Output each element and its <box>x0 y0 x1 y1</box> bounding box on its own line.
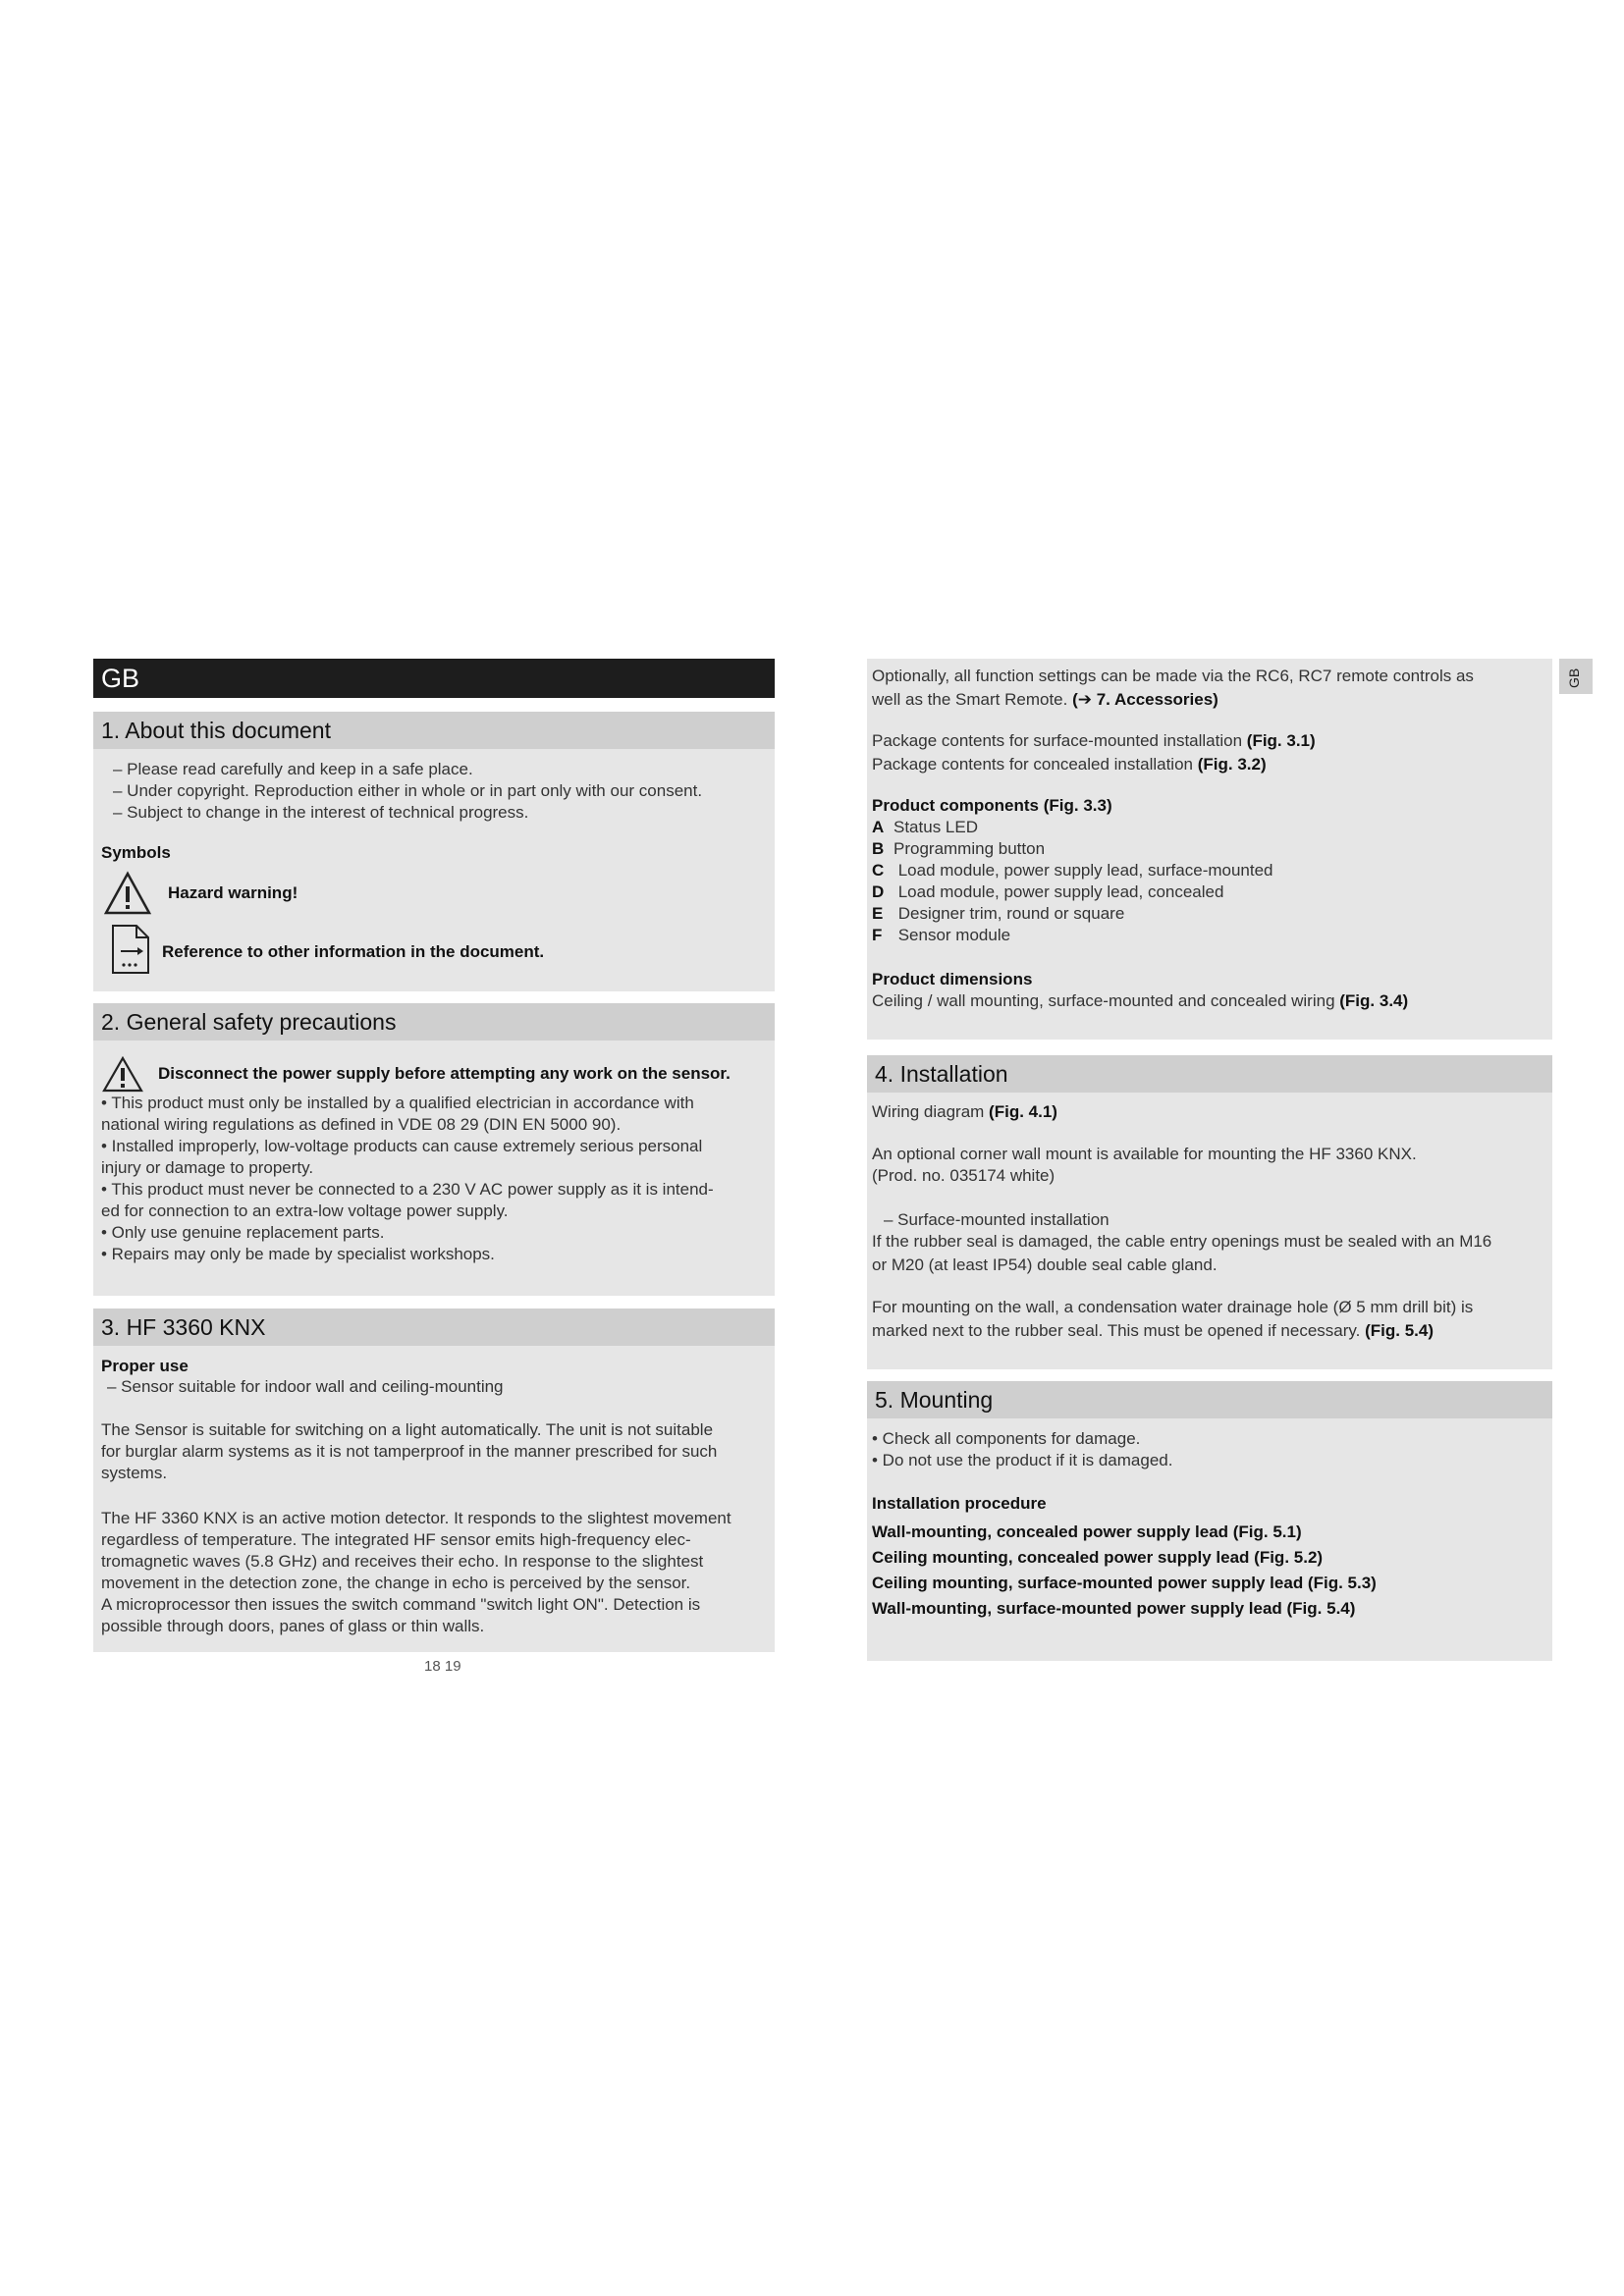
list-item: • Check all components for damage. <box>872 1429 1141 1448</box>
list-item: – Under copyright. Reproduction either in whole or in part only with our consent. <box>113 781 703 800</box>
list-item: F Sensor module <box>872 926 1011 944</box>
accessories-reference: (➔ 7. Accessories) <box>1072 690 1218 709</box>
paragraph-line: (Prod. no. 035174 white) <box>872 1166 1056 1185</box>
procedure-item: Ceiling mounting, surface-mounted power supply lead (Fig. 5.3) <box>872 1574 1377 1592</box>
paragraph-line: For mounting on the wall, a condensation water drainage hole (Ø 5 mm drill bit) is <box>872 1298 1474 1316</box>
list-item: – Surface-mounted installation <box>884 1210 1110 1229</box>
paragraph-line: A microprocessor then issues the switch command "switch light ON". Detection is <box>101 1595 701 1614</box>
hazard-warning-label: Hazard warning! <box>168 883 298 902</box>
paragraph-line: movement in the detection zone, the change in echo is perceived by the sensor. <box>101 1574 691 1592</box>
section-safety-header <box>93 1003 775 1041</box>
dimensions-heading: Product dimensions <box>872 970 1033 988</box>
section-about-header <box>93 712 775 749</box>
section-about-title: 1. About this document <box>101 718 331 743</box>
product-info-panel <box>867 659 1552 1040</box>
section-mounting-header <box>867 1381 1552 1418</box>
list-item: C Load module, power supply lead, surface-mounted <box>872 861 1273 880</box>
section-product-header <box>93 1308 775 1346</box>
language-side-tab <box>1559 659 1593 694</box>
remote-line-1: Optionally, all function settings can be made via the RC6, RC7 remote controls as <box>872 667 1474 685</box>
section-installation-header <box>867 1055 1552 1093</box>
wiring-diagram-line: Wiring diagram (Fig. 4.1) <box>872 1102 1057 1121</box>
paragraph-line: for burglar alarm systems as it is not tamperproof in the manner prescribed for such <box>101 1442 718 1461</box>
list-item: • Repairs may only be made by specialist workshops. <box>101 1245 495 1263</box>
list-item: national wiring regulations as defined in VDE 08 29 (DIN EN 5000 90). <box>101 1115 622 1134</box>
list-item: E Designer trim, round or square <box>872 904 1125 923</box>
package-surface: Package contents for surface-mounted installation (Fig. 3.1) <box>872 731 1316 750</box>
list-item: – Please read carefully and keep in a safe place. <box>113 760 473 778</box>
list-item: • This product must never be connected to a 230 V AC power supply as it is intend- <box>101 1180 714 1199</box>
section-about-panel <box>93 712 775 991</box>
language-label: GB <box>101 664 140 693</box>
list-item: • Installed improperly, low-voltage products can cause extremely serious personal <box>101 1137 703 1155</box>
list-item: D Load module, power supply lead, concealed <box>872 882 1224 901</box>
section-mounting-panel <box>867 1381 1552 1661</box>
paragraph-line: If the rubber seal is damaged, the cable entry openings must be sealed with an M16 <box>872 1232 1492 1251</box>
section-safety-title: 2. General safety precautions <box>101 1009 397 1035</box>
paragraph-line: The Sensor is suitable for switching on a light automatically. The unit is not suitable <box>101 1420 714 1439</box>
list-item: – Subject to change in the interest of technical progress. <box>113 803 529 822</box>
paragraph-line: systems. <box>101 1464 168 1482</box>
paragraph-line: The HF 3360 KNX is an active motion detector. It responds to the slightest movement <box>101 1509 731 1527</box>
list-item: B Programming button <box>872 839 1046 858</box>
procedure-item: Wall-mounting, surface-mounted power supply lead (Fig. 5.4) <box>872 1599 1356 1618</box>
section-product-panel <box>93 1308 775 1652</box>
paragraph-line: An optional corner wall mount is available for mounting the HF 3360 KNX. <box>872 1145 1417 1163</box>
dimensions-text: Ceiling / wall mounting, surface-mounted and concealed wiring (Fig. 3.4) <box>872 991 1409 1010</box>
paragraph-line: regardless of temperature. The integrated HF sensor emits high-frequency elec- <box>101 1530 691 1549</box>
procedure-item: Ceiling mounting, concealed power supply lead (Fig. 5.2) <box>872 1548 1324 1567</box>
reference-label: Reference to other information in the document. <box>162 942 545 961</box>
paragraph-line: marked next to the rubber seal. This must be opened if necessary. (Fig. 5.4) <box>872 1321 1434 1340</box>
safety-warning-text: Disconnect the power supply before attempting any work on the sensor. <box>158 1064 731 1083</box>
section-safety-panel <box>93 1003 775 1296</box>
side-tab-label: GB <box>1566 667 1582 688</box>
section-product-title: 3. HF 3360 KNX <box>101 1314 266 1340</box>
list-item: • Only use genuine replacement parts. <box>101 1223 385 1242</box>
symbols-heading: Symbols <box>101 843 171 862</box>
list-item: ed for connection to an extra-low voltage power supply. <box>101 1201 509 1220</box>
package-concealed: Package contents for concealed installation (Fig. 3.2) <box>872 755 1267 774</box>
list-item: – Sensor suitable for indoor wall and ceiling-mounting <box>107 1377 504 1396</box>
section-installation-panel <box>867 1055 1552 1369</box>
remote-line-2: well as the Smart Remote. (➔ 7. Accessories) <box>872 690 1218 709</box>
components-heading: Product components (Fig. 3.3) <box>872 796 1112 815</box>
section-mounting-title: 5. Mounting <box>875 1387 994 1413</box>
list-item: injury or damage to property. <box>101 1158 314 1177</box>
list-item: • Do not use the product if it is damaged. <box>872 1451 1173 1469</box>
section-installation-title: 4. Installation <box>875 1061 1008 1087</box>
paragraph-line: or M20 (at least IP54) double seal cable gland. <box>872 1255 1218 1274</box>
hazard-warning-icon <box>101 1056 144 1094</box>
paragraph-line: tromagnetic waves (5.8 GHz) and receives their echo. In response to the slightest <box>101 1552 704 1571</box>
procedure-heading: Installation procedure <box>872 1494 1047 1513</box>
list-item: • This product must only be installed by a qualified electrician in accordance with <box>101 1094 694 1112</box>
hazard-warning-icon <box>103 871 152 916</box>
proper-use-heading: Proper use <box>101 1357 189 1375</box>
list-item: A Status LED <box>872 818 978 836</box>
procedure-item: Wall-mounting, concealed power supply lead (Fig. 5.1) <box>872 1522 1302 1541</box>
paragraph-line: possible through doors, panes of glass or thin walls. <box>101 1617 485 1635</box>
language-header-bar <box>93 659 775 698</box>
page-numbers: 18 19 <box>424 1658 461 1675</box>
document-reference-icon <box>111 924 150 975</box>
